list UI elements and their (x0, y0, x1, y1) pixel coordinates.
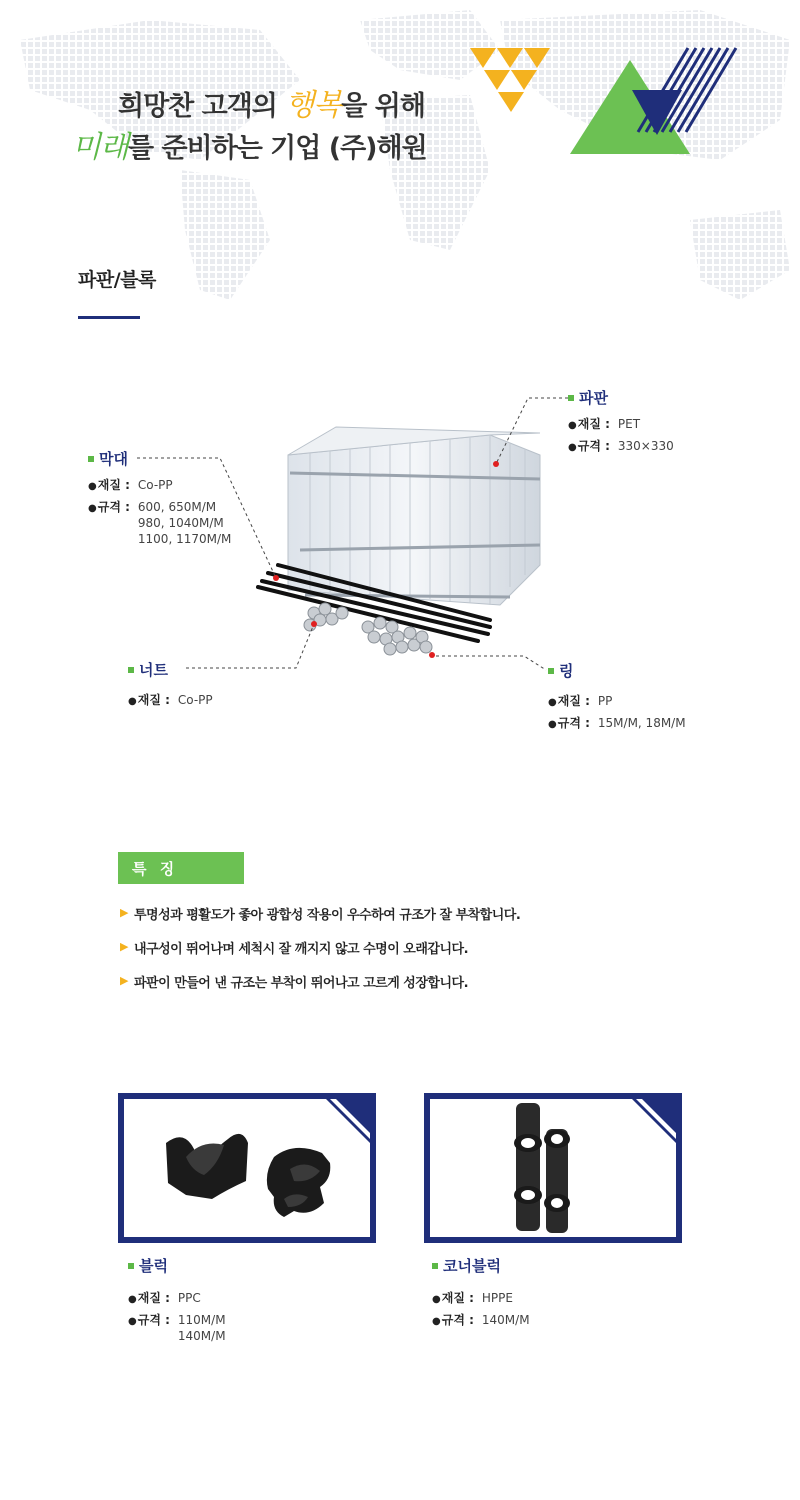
corner-fold-icon (325, 1098, 371, 1144)
callout-ring-spec: ●규격 : 15M/M, 18M/M (548, 715, 686, 733)
feature-item (120, 972, 520, 1006)
features-heading: 특 징 (118, 852, 244, 884)
features-list (120, 904, 520, 1006)
callout-ring (548, 660, 686, 733)
block-product-card (118, 1093, 376, 1243)
callout-nut-title-text: 너트 (139, 661, 168, 679)
callout-ring-title-text: 링 (559, 662, 574, 680)
triangle-arrow-icon: ▶ (120, 940, 128, 953)
spec-value: 15M/M, 18M/M (597, 716, 686, 730)
material-value: PET (617, 417, 641, 431)
callout-makdae-title-text: 막대 (99, 450, 128, 468)
callout-makdae (88, 448, 231, 547)
spec-value: 140M/M (481, 1313, 530, 1327)
corner-block-product-title-text: 코너블럭 (443, 1257, 501, 1275)
square-bullet-icon (88, 456, 94, 462)
material-value: PPC (177, 1291, 201, 1305)
green-navy-triangle-icon (570, 40, 740, 156)
block-material: ●재질 : PPC (128, 1290, 226, 1308)
block-product-label (128, 1255, 226, 1344)
material-value: PP (597, 694, 613, 708)
material-value: Co-PP (177, 693, 213, 707)
material-value: HPPE (481, 1291, 513, 1305)
title-underline (78, 316, 140, 319)
triangle-arrow-icon: ▶ (120, 974, 128, 987)
spec-label: 규격 : (577, 439, 610, 453)
spec-value: 980, 1040M/M (137, 516, 224, 530)
spec-label: 규격 : (441, 1313, 474, 1327)
hero-line-1-pre: 희망찬 고객의 (118, 91, 286, 122)
block-spec: ●규격 : 110M/M 140M/M (128, 1313, 226, 1343)
spec-value: 1100, 1170M/M (137, 532, 232, 546)
square-bullet-icon (128, 667, 134, 673)
spec-value: 110M/M (177, 1313, 226, 1327)
corner-block-product-title (432, 1255, 530, 1276)
callout-ring-material: ●재질 : PP (548, 693, 686, 711)
material-label: 재질 : (137, 1291, 170, 1305)
corner-block-material: ●재질 : HPPE (432, 1290, 530, 1308)
callout-papan (568, 387, 674, 456)
feature-text: 파판이 만들어 낸 규조는 부착이 뛰어나고 고르게 성장합니다. (133, 976, 469, 991)
material-label: 재질 : (577, 417, 610, 431)
hero-line-1 (118, 80, 425, 124)
material-label: 재질 : (557, 694, 590, 708)
feature-text: 내구성이 뛰어나며 세척시 잘 깨지지 않고 수명이 오래갑니다. (133, 942, 469, 957)
callout-makdae-spec: ●규격 : 600, 650M/M 980, 1040M/M 1100, 1170M/M (88, 500, 232, 546)
hero-line-2-post: 를 준비하는 기업 (주)해원 (127, 133, 427, 164)
callout-ring-title (548, 660, 686, 681)
callout-nut-title (128, 659, 213, 680)
block-product-title-text: 블럭 (139, 1257, 168, 1275)
feature-text: 투명성과 평활도가 좋아 광합성 작용이 우수하여 규조가 잘 부착합니다. (133, 908, 521, 923)
corner-block-spec: ●규격 : 140M/M (432, 1312, 530, 1330)
square-bullet-icon (432, 1263, 438, 1269)
hero-line-1-post: 을 위해 (341, 91, 425, 122)
corner-fold-icon (631, 1098, 677, 1144)
hero-line-2 (72, 122, 427, 166)
triangle-arrow-icon: ▶ (120, 906, 128, 919)
callout-makdae-title (88, 448, 231, 469)
block-product-title (128, 1255, 226, 1276)
material-label: 재질 : (137, 693, 170, 707)
spec-value: 600, 650M/M (137, 500, 217, 514)
square-bullet-icon (548, 668, 554, 674)
callout-papan-title-text: 파판 (579, 389, 608, 407)
spec-label: 규격 : (557, 716, 590, 730)
spec-value: 330×330 (617, 439, 674, 453)
feature-item (120, 938, 520, 972)
spec-label: 규격 : (97, 500, 130, 514)
material-label: 재질 : (441, 1291, 474, 1305)
hero-future-script: 미래 (72, 130, 128, 165)
callout-papan-material: ●재질 : PET (568, 416, 674, 434)
square-bullet-icon (568, 395, 574, 401)
callout-nut (128, 659, 213, 710)
spec-value: 140M/M (177, 1329, 226, 1343)
callout-nut-material: ●재질 : Co-PP (128, 692, 213, 710)
corner-block-product-label (432, 1255, 530, 1330)
callout-makdae-material: ●재질 : Co-PP (88, 477, 231, 495)
callout-papan-spec: ●규격 : 330×330 (568, 438, 674, 456)
hero-happiness-script: 행복 (285, 88, 342, 123)
callout-papan-title (568, 387, 674, 408)
spec-label: 규격 : (137, 1313, 170, 1327)
material-label: 재질 : (97, 478, 130, 492)
page-title: 파판/블록 (78, 269, 156, 291)
feature-item (120, 904, 520, 938)
corner-block-product-card (424, 1093, 682, 1243)
square-bullet-icon (128, 1263, 134, 1269)
yellow-triangle-logo-icon (470, 48, 550, 112)
material-value: Co-PP (137, 478, 173, 492)
